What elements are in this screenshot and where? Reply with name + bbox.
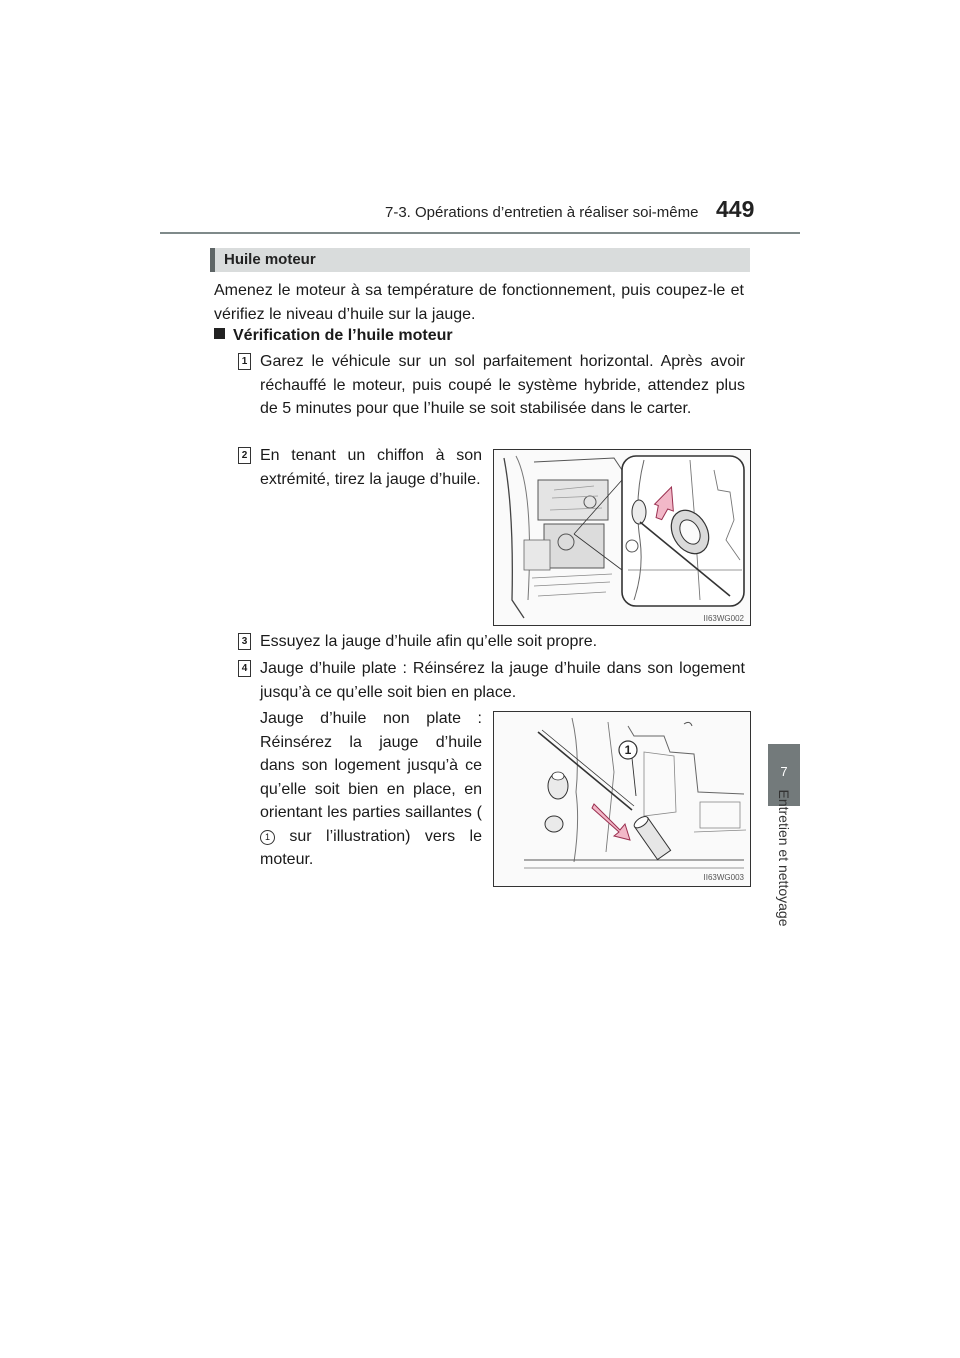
section-title: Huile moteur	[224, 251, 316, 268]
step-number-2: 2	[238, 447, 251, 464]
step-4-note-before: Jauge d’huile non plate : Réinsérez la jauge d’huile dans son logement jusqu’à ce qu’elle soit bien en place, en orientant les parties saillantes (	[260, 710, 482, 821]
engine-bay-illustration	[494, 450, 750, 625]
subheading-text: Vérification de l’huile moteur	[233, 327, 453, 344]
figure-dipstick-insert	[493, 711, 751, 887]
step-1-text: Garez le véhicule sur un sol parfaitement horizontal. Après avoir réchauffé le moteur, puis coupé le système hybride, attendez plus de 5 minutes pour que l’huile se soit stabilisée dans le carter.	[260, 353, 745, 417]
step-number-1: 1	[238, 353, 251, 370]
callout-1-inline: 1	[260, 830, 275, 845]
step-2-text: En tenant un chiffon à son extrémité, tirez la jauge d’huile.	[260, 447, 482, 488]
figure-engine-dipstick	[493, 449, 751, 626]
section-title-marker	[210, 248, 215, 272]
step-3-text: Essuyez la jauge d’huile afin qu’elle soit propre.	[260, 633, 598, 650]
square-bullet-icon	[214, 328, 225, 339]
step-4-note	[260, 707, 482, 872]
section-title-bar	[210, 248, 750, 272]
running-header: 7-3. Opérations d’entretien à réaliser soi-même	[385, 204, 699, 221]
figure-2-code: II63WG003	[703, 873, 744, 882]
chapter-tab-label: Entretien et nettoyage	[776, 789, 792, 927]
callout-1-label: 1	[624, 743, 632, 757]
step-4-note-after: sur l’illustration) vers le moteur.	[260, 827, 482, 868]
header-rule	[160, 232, 800, 234]
step-number-4: 4	[238, 660, 251, 677]
chapter-tab-number: 7	[780, 764, 788, 779]
dipstick-insert-illustration	[494, 712, 750, 886]
figure-1-code: II63WG002	[703, 614, 744, 623]
step-4-text: Jauge d’huile plate : Réinsérez la jauge d’huile dans son logement jusqu’à ce qu’elle soit bien en place.	[260, 660, 745, 701]
subheading	[214, 327, 453, 345]
page-number: 449	[716, 196, 755, 222]
step-number-3: 3	[238, 633, 251, 650]
intro-paragraph: Amenez le moteur à sa température de fonctionnement, puis coupez-le et vérifiez le niveau d’huile sur la jauge.	[214, 282, 744, 323]
